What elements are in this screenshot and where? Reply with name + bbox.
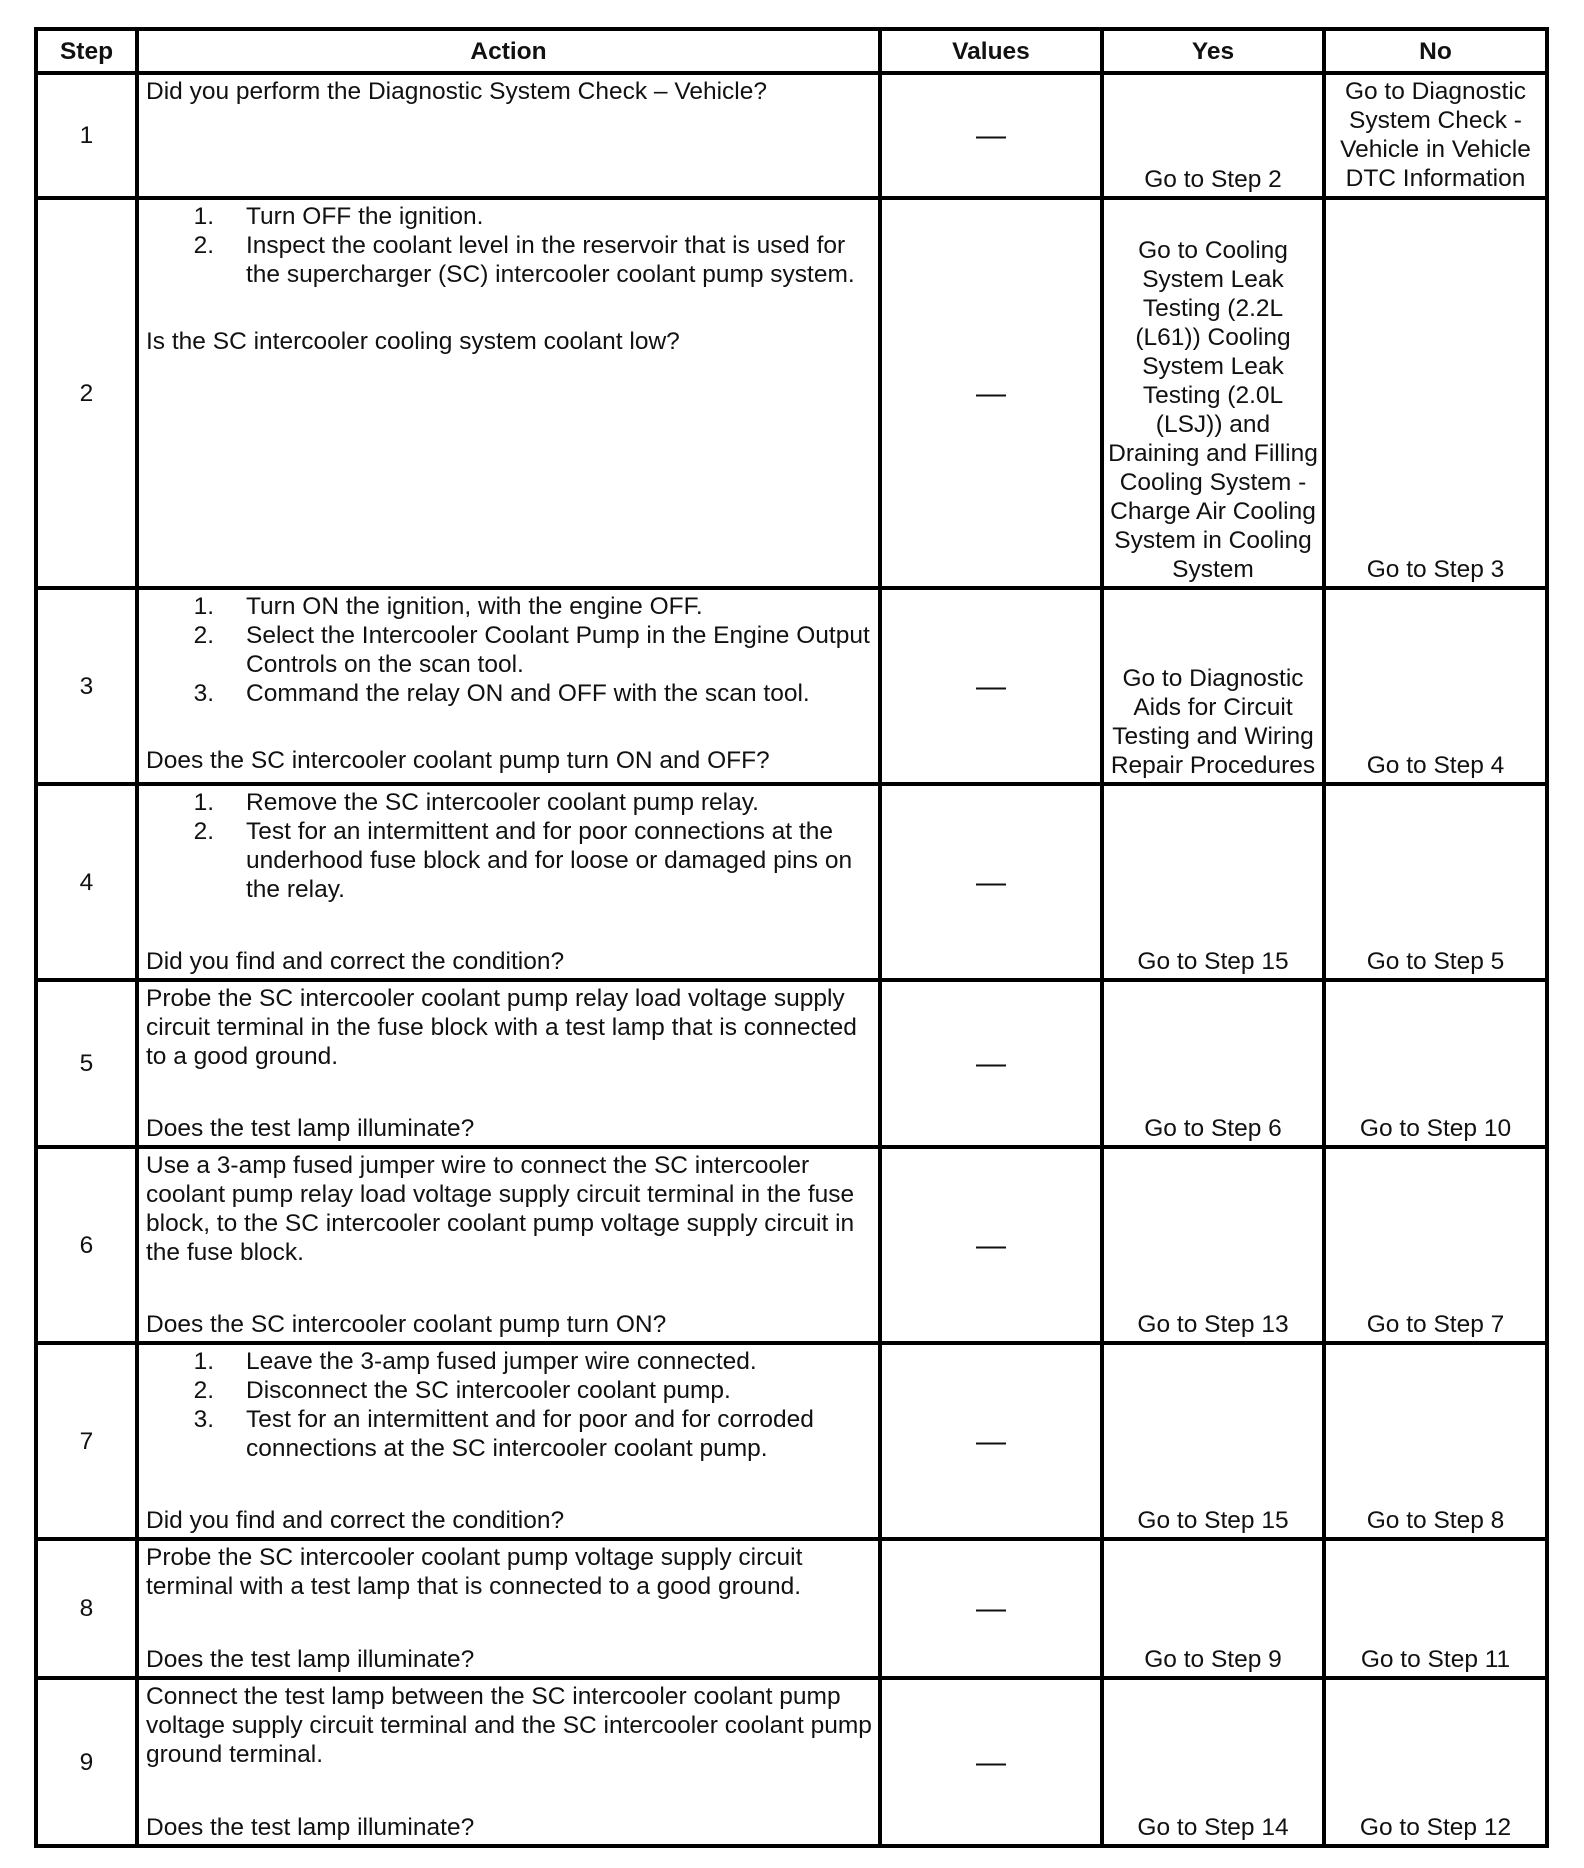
action-step-text: Leave the 3-amp fused jumper wire connected. — [246, 1348, 757, 1375]
action-step-number: 2. — [193, 622, 214, 649]
action-step-number: 2. — [193, 232, 214, 259]
action-instructions — [146, 1543, 872, 1601]
values-dash: — — [880, 1343, 1102, 1539]
action-text: Connect the test lamp between the SC intercooler coolant pump voltage supply circuit terminal and the SC intercooler coolant pump ground terminal. — [146, 1683, 872, 1768]
values-dash: — — [880, 73, 1102, 198]
action-instructions — [146, 1347, 872, 1463]
values-dash: — — [880, 980, 1102, 1147]
header-step: Step — [36, 29, 137, 73]
no-action: Go to Step 5 — [1324, 784, 1547, 980]
action-cell — [137, 1539, 880, 1678]
action-step-number: 2. — [193, 1377, 214, 1404]
action-question: Did you perform the Diagnostic System Check – Vehicle? — [146, 78, 767, 105]
action-question: Did you find and correct the condition? — [146, 1507, 565, 1534]
action-content — [139, 590, 878, 782]
yes-action: Go to Step 15 — [1102, 784, 1324, 980]
action-steps-list — [146, 592, 872, 708]
action-question: Is the SC intercooler cooling system coolant low? — [146, 328, 680, 355]
action-step-text: Remove the SC intercooler coolant pump relay. — [246, 789, 759, 816]
action-cell — [137, 1343, 880, 1539]
table-row — [36, 784, 1547, 980]
action-steps-list — [146, 202, 872, 289]
yes-action: Go to Step 6 — [1102, 980, 1324, 1147]
action-step-text: Turn ON the ignition, with the engine OFF. — [246, 593, 703, 620]
action-instructions — [146, 1151, 872, 1267]
action-step-text: Test for an intermittent and for poor connections at the underhood fuse block and for loose or damaged pins on the relay. — [246, 818, 853, 903]
step-number: 4 — [36, 784, 137, 980]
no-action: Go to Step 3 — [1324, 198, 1547, 588]
action-step-number: 1. — [193, 789, 214, 816]
action-instructions — [146, 788, 872, 904]
action-content — [139, 1541, 878, 1676]
action-content — [139, 200, 878, 586]
step-number: 7 — [36, 1343, 137, 1539]
step-number: 8 — [36, 1539, 137, 1678]
action-step-text: Inspect the coolant level in the reservoir that is used for the supercharger (SC) intercooler coolant pump system. — [246, 232, 855, 288]
values-dash: — — [880, 784, 1102, 980]
no-action: Go to Step 7 — [1324, 1147, 1547, 1343]
table-row — [36, 198, 1547, 588]
values-dash: — — [880, 1147, 1102, 1343]
action-question: Does the SC intercooler coolant pump turn ON and OFF? — [146, 747, 770, 774]
action-cell — [137, 73, 880, 198]
table-row — [36, 73, 1547, 198]
no-action: Go to Step 8 — [1324, 1343, 1547, 1539]
action-text: Probe the SC intercooler coolant pump relay load voltage supply circuit terminal in the fuse block with a test lamp that is connected to a good ground. — [146, 985, 857, 1070]
values-dash: — — [880, 198, 1102, 588]
step-number: 1 — [36, 73, 137, 198]
yes-action: Go to Step 14 — [1102, 1678, 1324, 1846]
action-cell — [137, 588, 880, 784]
action-instructions — [146, 77, 872, 106]
no-action: Go to Step 11 — [1324, 1539, 1547, 1678]
action-cell — [137, 198, 880, 588]
action-text: Probe the SC intercooler coolant pump voltage supply circuit terminal with a test lamp that is connected to a good ground. — [146, 1544, 803, 1600]
action-question: Does the test lamp illuminate? — [146, 1646, 475, 1673]
action-instructions — [146, 1682, 872, 1769]
yes-action: Go to Step 9 — [1102, 1539, 1324, 1678]
action-instructions — [146, 984, 872, 1071]
action-text: Use a 3-amp fused jumper wire to connect the SC intercooler coolant pump relay load voltage supply circuit terminal in the fuse block, to the SC intercooler coolant pump voltage supply circuit in the fuse block. — [146, 1152, 855, 1266]
action-content — [139, 1149, 878, 1341]
action-step — [146, 202, 872, 231]
table-row — [36, 980, 1547, 1147]
action-step-number: 2. — [193, 818, 214, 845]
action-step-number: 1. — [193, 1348, 214, 1375]
header-action: Action — [137, 29, 880, 73]
action-cell — [137, 1678, 880, 1846]
action-cell — [137, 980, 880, 1147]
action-step — [146, 1376, 872, 1405]
table-row — [36, 1539, 1547, 1678]
action-step-text: Turn OFF the ignition. — [246, 203, 484, 230]
action-content — [139, 786, 878, 978]
yes-action: Go to Diagnostic Aids for Circuit Testing and Wiring Repair Procedures — [1102, 588, 1324, 784]
action-instructions — [146, 202, 872, 356]
action-step-number: 3. — [193, 1406, 214, 1433]
step-number: 2 — [36, 198, 137, 588]
header-values: Values — [880, 29, 1102, 73]
action-step-text: Disconnect the SC intercooler coolant pump. — [246, 1377, 731, 1404]
diagnostic-table — [34, 27, 1549, 1848]
action-content — [139, 1680, 878, 1844]
no-action: Go to Step 10 — [1324, 980, 1547, 1147]
spacer — [146, 289, 872, 327]
action-step-number: 1. — [193, 203, 214, 230]
no-action: Go to Diagnostic System Check - Vehicle in Vehicle DTC Information — [1324, 73, 1547, 198]
action-cell — [137, 784, 880, 980]
action-step — [146, 621, 872, 679]
action-step — [146, 592, 872, 621]
table-body — [36, 73, 1547, 1846]
yes-action: Go to Step 2 — [1102, 73, 1324, 198]
action-step — [146, 231, 872, 289]
action-content — [139, 75, 878, 196]
action-step-text: Test for an intermittent and for poor and for corroded connections at the SC intercooler coolant pump. — [246, 1406, 814, 1462]
yes-action: Go to Cooling System Leak Testing (2.2L (L61)) Cooling System Leak Testing (2.0L (LSJ)) and Draining and Filling Cooling System - Charge Air Cooling System in Cooling System — [1102, 198, 1324, 588]
header-no: No — [1324, 29, 1547, 73]
action-step — [146, 679, 872, 708]
action-question: Does the SC intercooler coolant pump turn ON? — [146, 1311, 667, 1338]
action-question: Does the test lamp illuminate? — [146, 1115, 475, 1142]
table-row — [36, 588, 1547, 784]
values-dash: — — [880, 1539, 1102, 1678]
action-step — [146, 1347, 872, 1376]
table-row — [36, 1147, 1547, 1343]
action-step-number: 1. — [193, 593, 214, 620]
action-instructions — [146, 592, 872, 775]
step-number: 5 — [36, 980, 137, 1147]
table-header — [36, 29, 1547, 73]
action-question: Did you find and correct the condition? — [146, 948, 565, 975]
values-dash: — — [880, 1678, 1102, 1846]
step-number: 9 — [36, 1678, 137, 1846]
action-step — [146, 788, 872, 817]
action-step-text: Select the Intercooler Coolant Pump in the Engine Output Controls on the scan tool. — [246, 622, 870, 678]
step-number: 6 — [36, 1147, 137, 1343]
action-steps-list — [146, 1347, 872, 1463]
step-number: 3 — [36, 588, 137, 784]
action-content — [139, 982, 878, 1145]
yes-action: Go to Step 15 — [1102, 1343, 1324, 1539]
action-step-number: 3. — [193, 680, 214, 707]
action-step-text: Command the relay ON and OFF with the scan tool. — [246, 680, 810, 707]
values-dash: — — [880, 588, 1102, 784]
yes-action: Go to Step 13 — [1102, 1147, 1324, 1343]
no-action: Go to Step 4 — [1324, 588, 1547, 784]
no-action: Go to Step 12 — [1324, 1678, 1547, 1846]
action-cell — [137, 1147, 880, 1343]
table-row — [36, 1678, 1547, 1846]
spacer — [146, 708, 872, 746]
action-question: Does the test lamp illuminate? — [146, 1814, 475, 1841]
action-step — [146, 817, 872, 904]
table-row — [36, 1343, 1547, 1539]
action-content — [139, 1345, 878, 1537]
action-steps-list — [146, 788, 872, 904]
header-yes: Yes — [1102, 29, 1324, 73]
action-step — [146, 1405, 872, 1463]
